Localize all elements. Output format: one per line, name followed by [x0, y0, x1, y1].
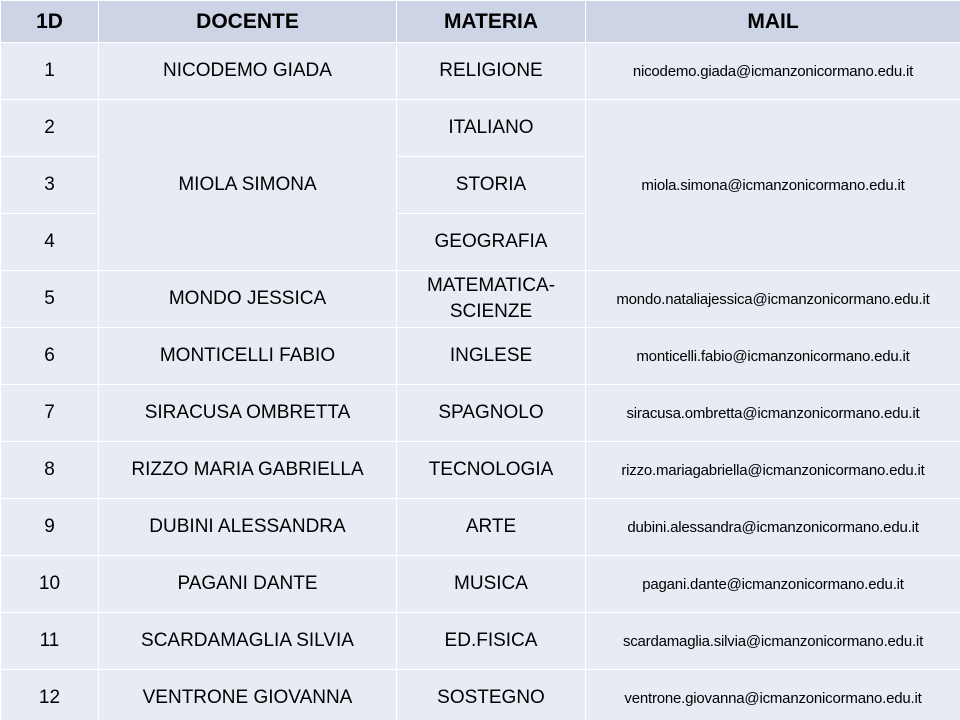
teacher-email: ventrone.giovanna@icmanzonicormano.edu.it [586, 670, 960, 720]
class-header: 1D [1, 1, 99, 43]
row-number: 7 [1, 385, 99, 442]
teacher-email: nicodemo.giada@icmanzonicormano.edu.it [586, 43, 960, 100]
subject-name: GEOGRAFIA [397, 214, 586, 271]
table-row [1, 499, 960, 556]
teacher-email: siracusa.ombretta@icmanzonicormano.edu.it [586, 385, 960, 442]
table-row [1, 670, 960, 720]
subject-name: MUSICA [397, 556, 586, 613]
subject-name: INGLESE [397, 328, 586, 385]
subject-name: MATEMATICA- SCIENZE [397, 271, 586, 328]
row-number: 4 [1, 214, 99, 271]
row-number: 5 [1, 271, 99, 328]
table-row [1, 271, 960, 328]
mail-header: MAIL [586, 1, 960, 43]
teacher-name: MIOLA SIMONA [99, 100, 397, 271]
teacher-email: rizzo.mariagabriella@icmanzonicormano.edu.it [586, 442, 960, 499]
subject-name: SPAGNOLO [397, 385, 586, 442]
teacher-name: PAGANI DANTE [99, 556, 397, 613]
teacher-name: DUBINI ALESSANDRA [99, 499, 397, 556]
teacher-header: DOCENTE [99, 1, 397, 43]
subject-name: ARTE [397, 499, 586, 556]
table-row [1, 613, 960, 670]
row-number: 9 [1, 499, 99, 556]
teacher-email: scardamaglia.silvia@icmanzonicormano.edu.it [586, 613, 960, 670]
teacher-name: MONDO JESSICA [99, 271, 397, 328]
row-number: 6 [1, 328, 99, 385]
row-number: 8 [1, 442, 99, 499]
table-row [1, 328, 960, 385]
teacher-email: dubini.alessandra@icmanzonicormano.edu.it [586, 499, 960, 556]
subject-name: SOSTEGNO [397, 670, 586, 720]
row-number: 1 [1, 43, 99, 100]
subject-name: ED.FISICA [397, 613, 586, 670]
table-row [1, 385, 960, 442]
header-row [1, 1, 960, 43]
teacher-email: monticelli.fabio@icmanzonicormano.edu.it [586, 328, 960, 385]
row-number: 11 [1, 613, 99, 670]
teacher-name: RIZZO MARIA GABRIELLA [99, 442, 397, 499]
teacher-email: pagani.dante@icmanzonicormano.edu.it [586, 556, 960, 613]
teacher-name: NICODEMO GIADA [99, 43, 397, 100]
teacher-name: SCARDAMAGLIA SILVIA [99, 613, 397, 670]
row-number: 12 [1, 670, 99, 720]
table-row [1, 43, 960, 100]
subject-name: RELIGIONE [397, 43, 586, 100]
row-number: 2 [1, 100, 99, 157]
teacher-name: MONTICELLI FABIO [99, 328, 397, 385]
teacher-email: miola.simona@icmanzonicormano.edu.it [586, 100, 960, 271]
subject-name: TECNOLOGIA [397, 442, 586, 499]
table-row [1, 442, 960, 499]
teacher-name: SIRACUSA OMBRETTA [99, 385, 397, 442]
row-number: 10 [1, 556, 99, 613]
table-row [1, 100, 960, 157]
teacher-name: VENTRONE GIOVANNA [99, 670, 397, 720]
table-row [1, 556, 960, 613]
subject-name: STORIA [397, 157, 586, 214]
subject-name: ITALIANO [397, 100, 586, 157]
teacher-email: mondo.nataliajessica@icmanzonicormano.edu.it [586, 271, 960, 328]
row-number: 3 [1, 157, 99, 214]
subject-header: MATERIA [397, 1, 586, 43]
